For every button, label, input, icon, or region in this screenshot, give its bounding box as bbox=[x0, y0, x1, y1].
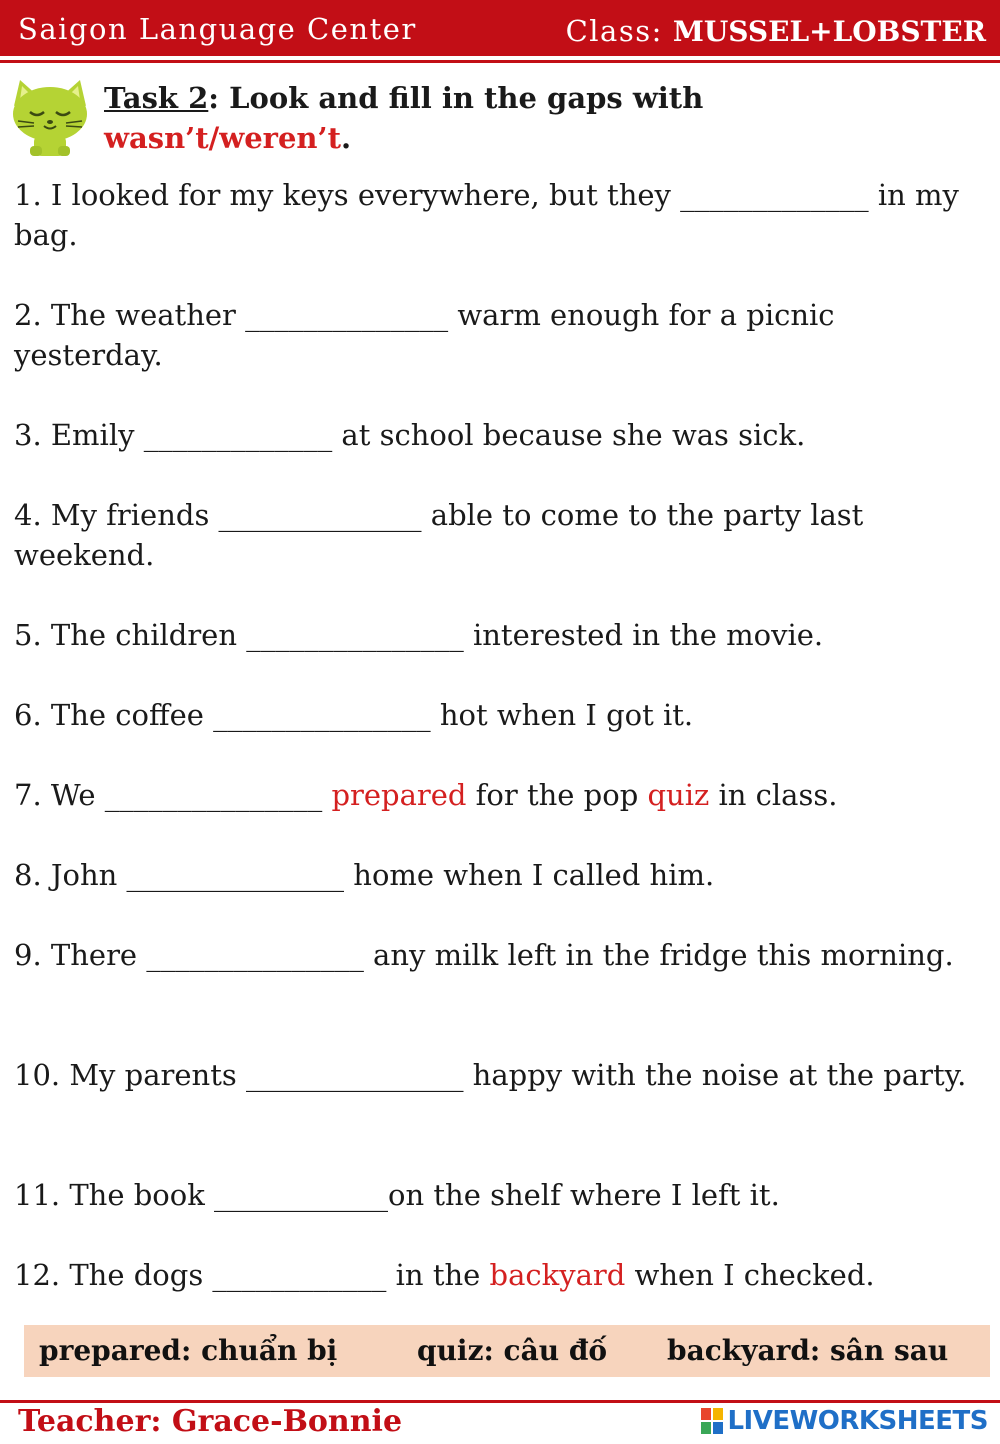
brand-name: LIVEWORKSHEETS bbox=[727, 1406, 988, 1436]
question-10 bbox=[14, 1055, 989, 1095]
liveworksheets-brand bbox=[701, 1406, 988, 1436]
cat-mascot-icon bbox=[8, 76, 92, 156]
question-text: 2. The weather ______________ warm enough for a picnic yesterday. bbox=[14, 298, 844, 372]
class-value: MUSSEL+LOBSTER bbox=[672, 15, 986, 48]
vocab-entry-prepared: prepared: chuẩn bị bbox=[39, 1334, 338, 1367]
question-text: in class. bbox=[709, 778, 838, 812]
center-name: Saigon Language Center bbox=[18, 12, 417, 46]
question-text: 7. We _______________ bbox=[14, 778, 332, 812]
question-text: 6. The coffee _______________ hot when I got it. bbox=[14, 698, 694, 732]
question-text: 10. My parents _______________ happy with the noise at the party. bbox=[14, 1058, 967, 1092]
question-1 bbox=[14, 175, 989, 255]
question-text: 9. There _______________ any milk left in the fridge this morning. bbox=[14, 938, 954, 972]
question-text: 3. Emily _____________ at school because she was sick. bbox=[14, 418, 806, 452]
question-4 bbox=[14, 495, 989, 575]
vocabulary-box bbox=[24, 1325, 990, 1377]
question-8 bbox=[14, 855, 989, 895]
task-words: wasn’t/weren’t bbox=[104, 121, 341, 155]
question-text: 4. My friends ______________ able to come to the party last weekend. bbox=[14, 498, 873, 572]
vocab-word-quiz: quiz bbox=[647, 778, 710, 812]
question-text: when I checked. bbox=[625, 1258, 875, 1292]
question-text: 8. John _______________ home when I called him. bbox=[14, 858, 715, 892]
task-period: . bbox=[340, 121, 352, 155]
vocab-entry-backyard: backyard: sân sau bbox=[667, 1334, 949, 1367]
vocab-word-backyard: backyard bbox=[489, 1258, 626, 1292]
task-label: Task 2 bbox=[104, 81, 209, 115]
footer-divider bbox=[0, 1400, 1000, 1403]
class-label: Class: bbox=[565, 14, 663, 48]
teacher-name: Teacher: Grace-Bonnie bbox=[18, 1404, 403, 1439]
class-info bbox=[566, 14, 986, 48]
question-6 bbox=[14, 695, 989, 735]
question-text: 5. The children _______________ interested in the movie. bbox=[14, 618, 824, 652]
vocab-entry-quiz: quiz: câu đố bbox=[417, 1334, 608, 1367]
question-12 bbox=[14, 1255, 989, 1295]
task-instruction: : Look and fill in the gaps with bbox=[208, 81, 704, 115]
question-3 bbox=[14, 415, 989, 455]
header-divider bbox=[0, 60, 1000, 63]
question-5 bbox=[14, 615, 989, 655]
liveworksheets-logo-icon bbox=[701, 1408, 723, 1434]
question-9 bbox=[14, 935, 989, 975]
question-text: 1. I looked for my keys everywhere, but they _____________ in my bag. bbox=[14, 178, 969, 252]
question-11 bbox=[14, 1175, 989, 1215]
question-text: for the pop bbox=[466, 778, 648, 812]
question-text: 11. The book ____________on the shelf where I left it. bbox=[14, 1178, 780, 1212]
question-text: 12. The dogs ____________ in the bbox=[14, 1258, 490, 1292]
question-7 bbox=[14, 775, 989, 815]
header-bar bbox=[0, 0, 1000, 56]
question-2 bbox=[14, 295, 989, 375]
task-heading bbox=[104, 78, 984, 158]
vocab-word-prepared: prepared bbox=[331, 778, 467, 812]
